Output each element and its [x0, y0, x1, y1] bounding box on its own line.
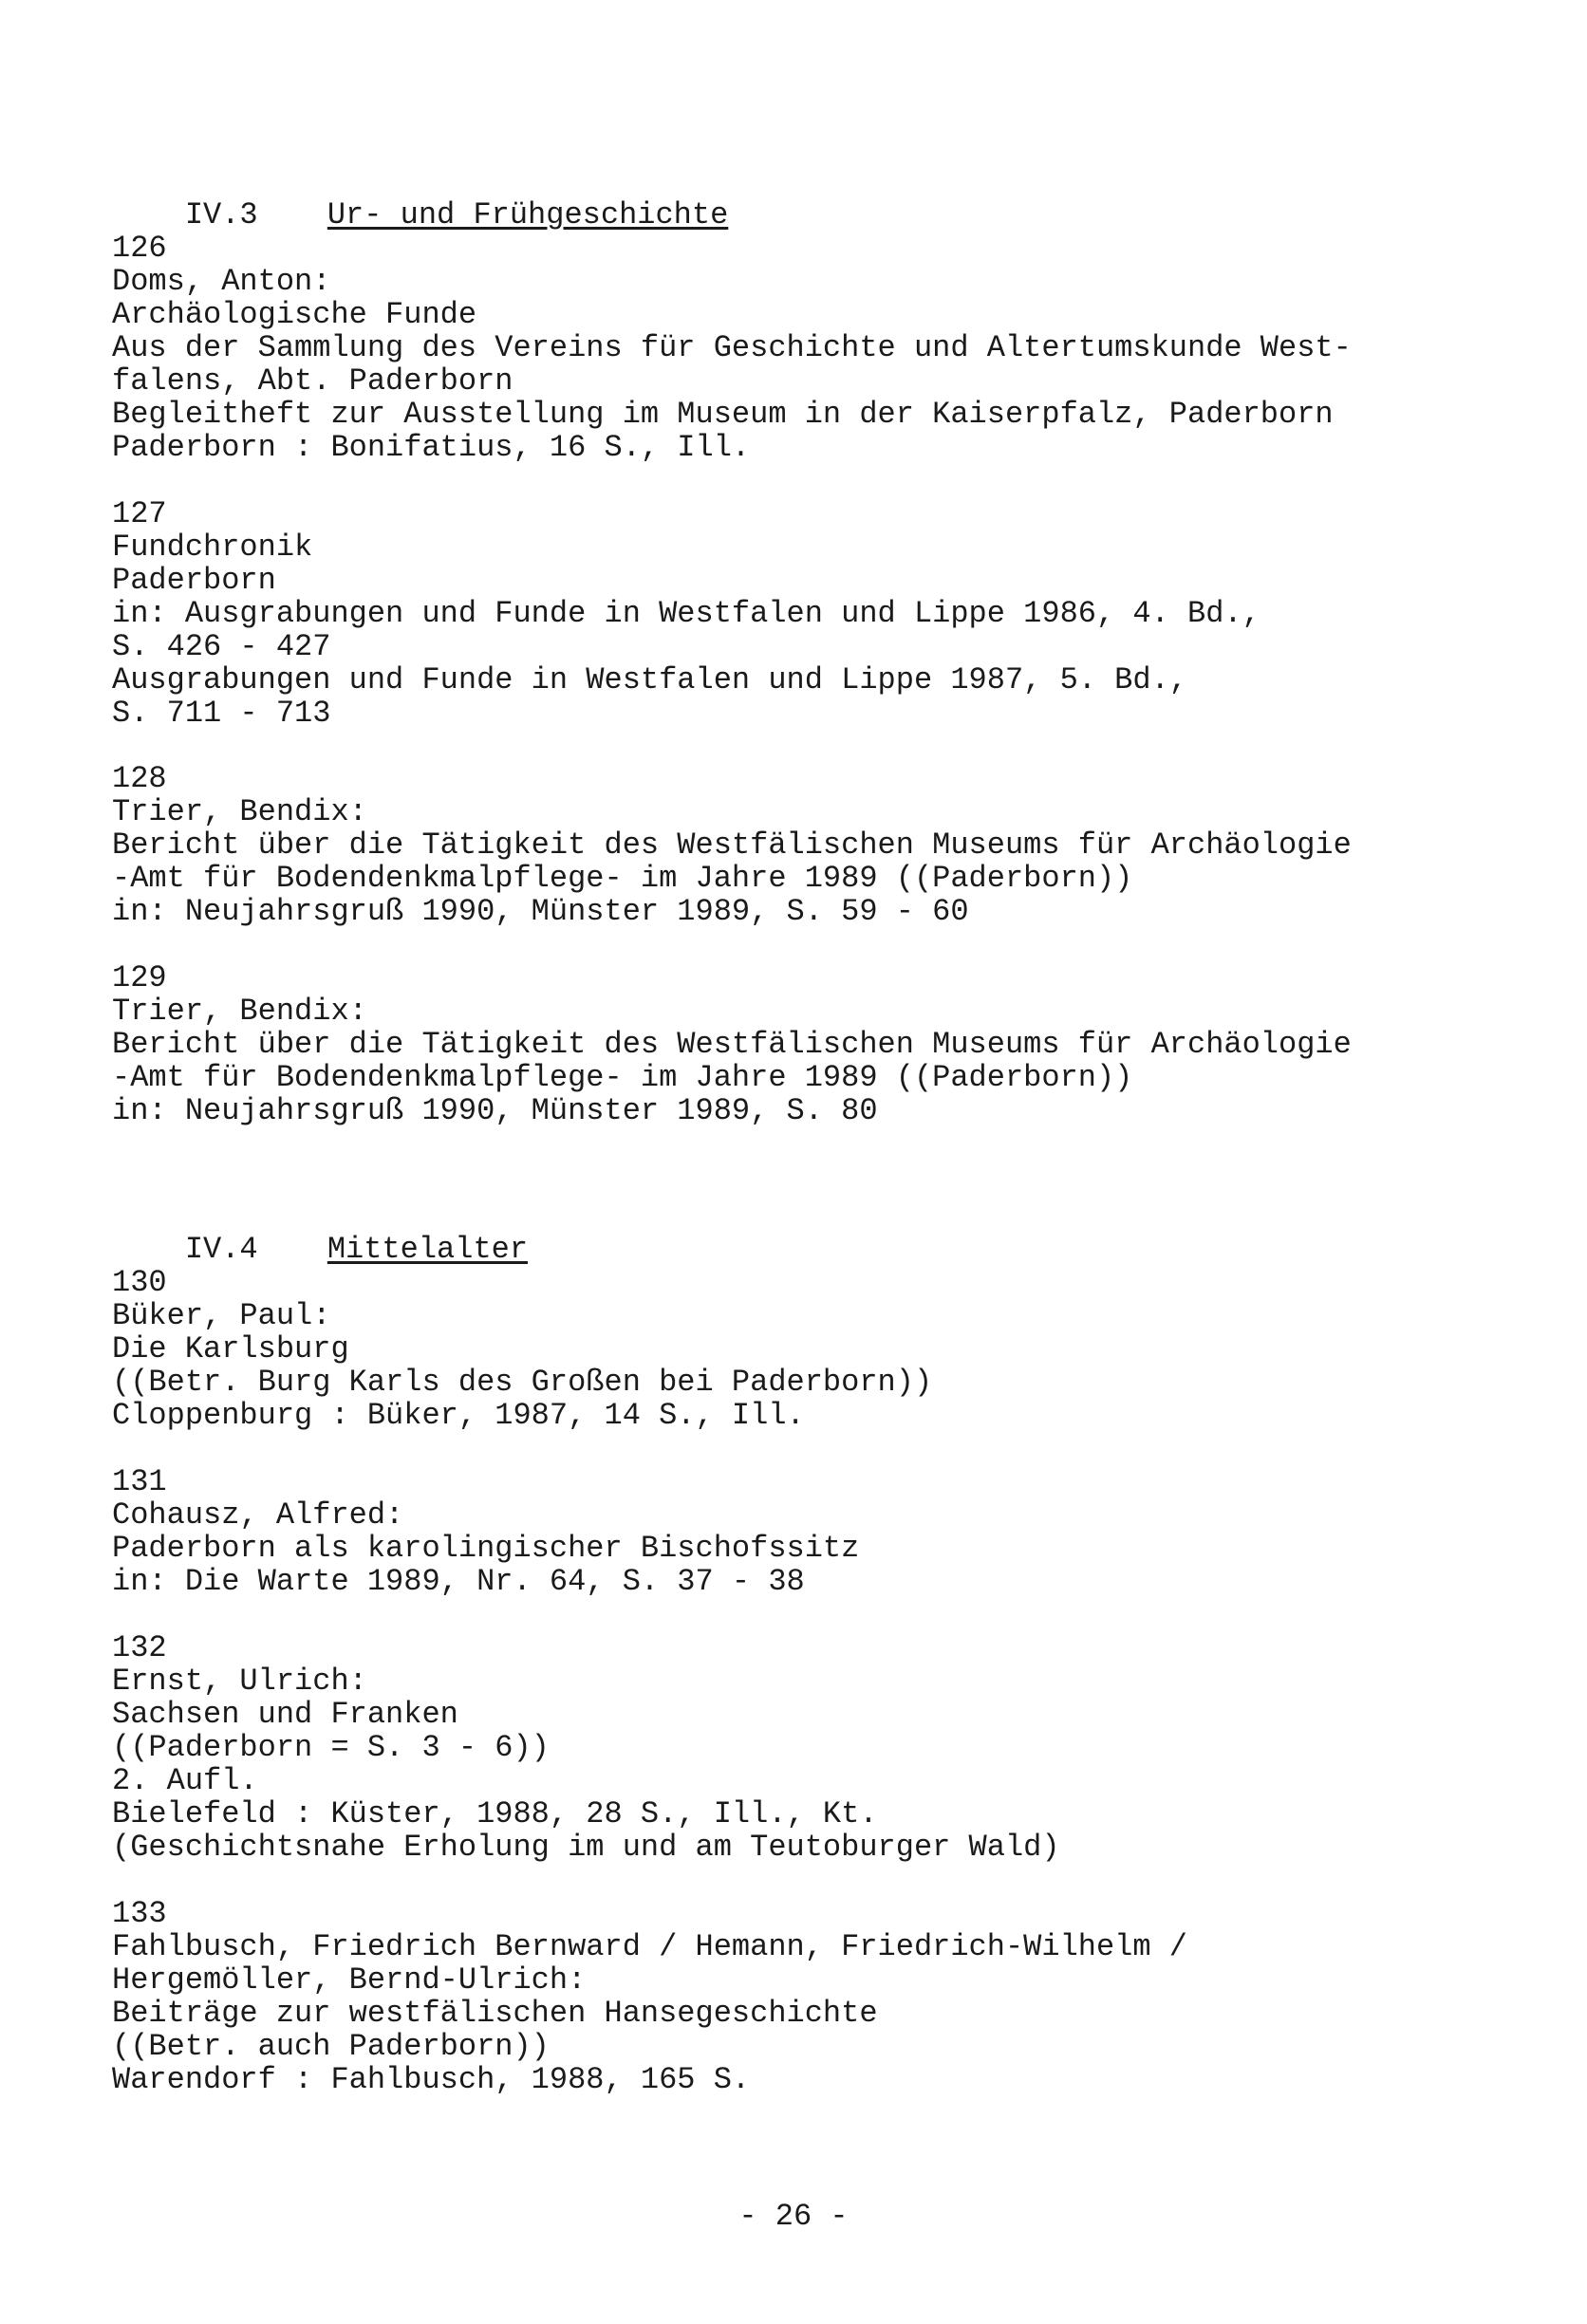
entry-line: ((Betr. Burg Karls des Großen bei Paderborn)) [112, 1365, 933, 1400]
entry-line: Hergemöller, Bernd-Ulrich: [112, 1962, 587, 1998]
entry-title: Archäologische Funde [112, 297, 477, 332]
entry-126 [112, 232, 1488, 464]
entry-132 [112, 1631, 1488, 1864]
entry-line: Cloppenburg : Büker, 1987, 14 S., Ill. [112, 1398, 805, 1433]
entry-author: Trier, Bendix: [112, 794, 367, 829]
section-number: IV.4 [184, 1232, 258, 1267]
entry-number: 126 [112, 231, 167, 266]
entry-title: Beiträge zur westfälischen Hansegeschichte [112, 1996, 878, 2031]
entry-number: 129 [112, 960, 167, 995]
entry-number: 128 [112, 761, 167, 796]
entry-number: 130 [112, 1265, 167, 1300]
entry-author: Doms, Anton: [112, 264, 331, 299]
entry-line: Begleitheft zur Ausstellung im Museum in der Kaiserpfalz, Paderborn [112, 397, 1334, 432]
entry-title: Paderborn als karolingischer Bischofssitz [112, 1531, 860, 1566]
entry-line: Ausgrabungen und Funde in Westfalen und Lippe 1987, 5. Bd., [112, 662, 1187, 697]
entry-line: -Amt für Bodendenkmalpflege- im Jahre 1989 ((Paderborn)) [112, 861, 1133, 896]
entry-author: Cohausz, Alfred: [112, 1497, 404, 1533]
entry-title: Bericht über die Tätigkeit des Westfälischen Museums für Archäologie [112, 1027, 1352, 1062]
entry-number: 131 [112, 1464, 167, 1499]
entry-line: ((Betr. auch Paderborn)) [112, 2029, 550, 2064]
entry-author: Ernst, Ulrich: [112, 1664, 367, 1699]
section-number: IV.3 [184, 197, 258, 232]
entry-line: 2. Aufl. [112, 1763, 258, 1798]
entry-line: S. 426 - 427 [112, 629, 331, 664]
section-title: Mittelalter [327, 1232, 529, 1267]
entry-line: -Amt für Bodendenkmalpflege- im Jahre 1989 ((Paderborn)) [112, 1060, 1133, 1095]
entry-line: Warendorf : Fahlbusch, 1988, 165 S. [112, 2062, 751, 2097]
entry-title: Sachsen und Franken [112, 1697, 458, 1732]
entry-line: Bielefeld : Küster, 1988, 28 S., Ill., Kt. [112, 1796, 878, 1831]
entry-line: S. 711 - 713 [112, 696, 331, 731]
page-number: - 26 - [738, 2199, 849, 2234]
entry-130 [112, 1266, 1488, 1432]
entry-author: Büker, Paul: [112, 1298, 331, 1333]
entry-title: Bericht über die Tätigkeit des Westfälischen Museums für Archäologie [112, 827, 1352, 863]
entry-129 [112, 961, 1488, 1127]
entry-128 [112, 762, 1488, 928]
entry-line: in: Neujahrsgruß 1990, Münster 1989, S. 80 [112, 1093, 878, 1128]
entry-number: 133 [112, 1896, 167, 1931]
entry-line: in: Neujahrsgruß 1990, Münster 1989, S. 59 - 60 [112, 894, 969, 929]
entry-line: Paderborn : Bonifatius, 16 S., Ill. [112, 430, 751, 465]
entry-title: Die Karlsburg [112, 1331, 349, 1367]
entry-133 [112, 1897, 1488, 2096]
entry-line: (Geschichtsnahe Erholung im und am Teutoburger Wald) [112, 1830, 1060, 1865]
entry-line: Aus der Sammlung des Vereins für Geschichte und Altertumskunde West- [112, 330, 1352, 365]
entry-line: in: Die Warte 1989, Nr. 64, S. 37 - 38 [112, 1564, 805, 1599]
entry-author: Fahlbusch, Friedrich Bernward / Hemann, Friedrich-Wilhelm / [112, 1929, 1187, 1964]
entry-131 [112, 1465, 1488, 1598]
entry-line: Paderborn [112, 563, 276, 598]
section-title: Ur- und Frühgeschichte [327, 197, 729, 232]
entry-line: in: Ausgrabungen und Funde in Westfalen und Lippe 1986, 4. Bd., [112, 596, 1260, 631]
entry-author: Trier, Bendix: [112, 994, 367, 1029]
entry-number: 132 [112, 1630, 167, 1665]
entry-127 [112, 497, 1488, 730]
entry-line: falens, Abt. Paderborn [112, 363, 513, 399]
entry-title: Fundchronik [112, 530, 313, 565]
entry-number: 127 [112, 496, 167, 531]
entry-line: ((Paderborn = S. 3 - 6)) [112, 1730, 550, 1765]
